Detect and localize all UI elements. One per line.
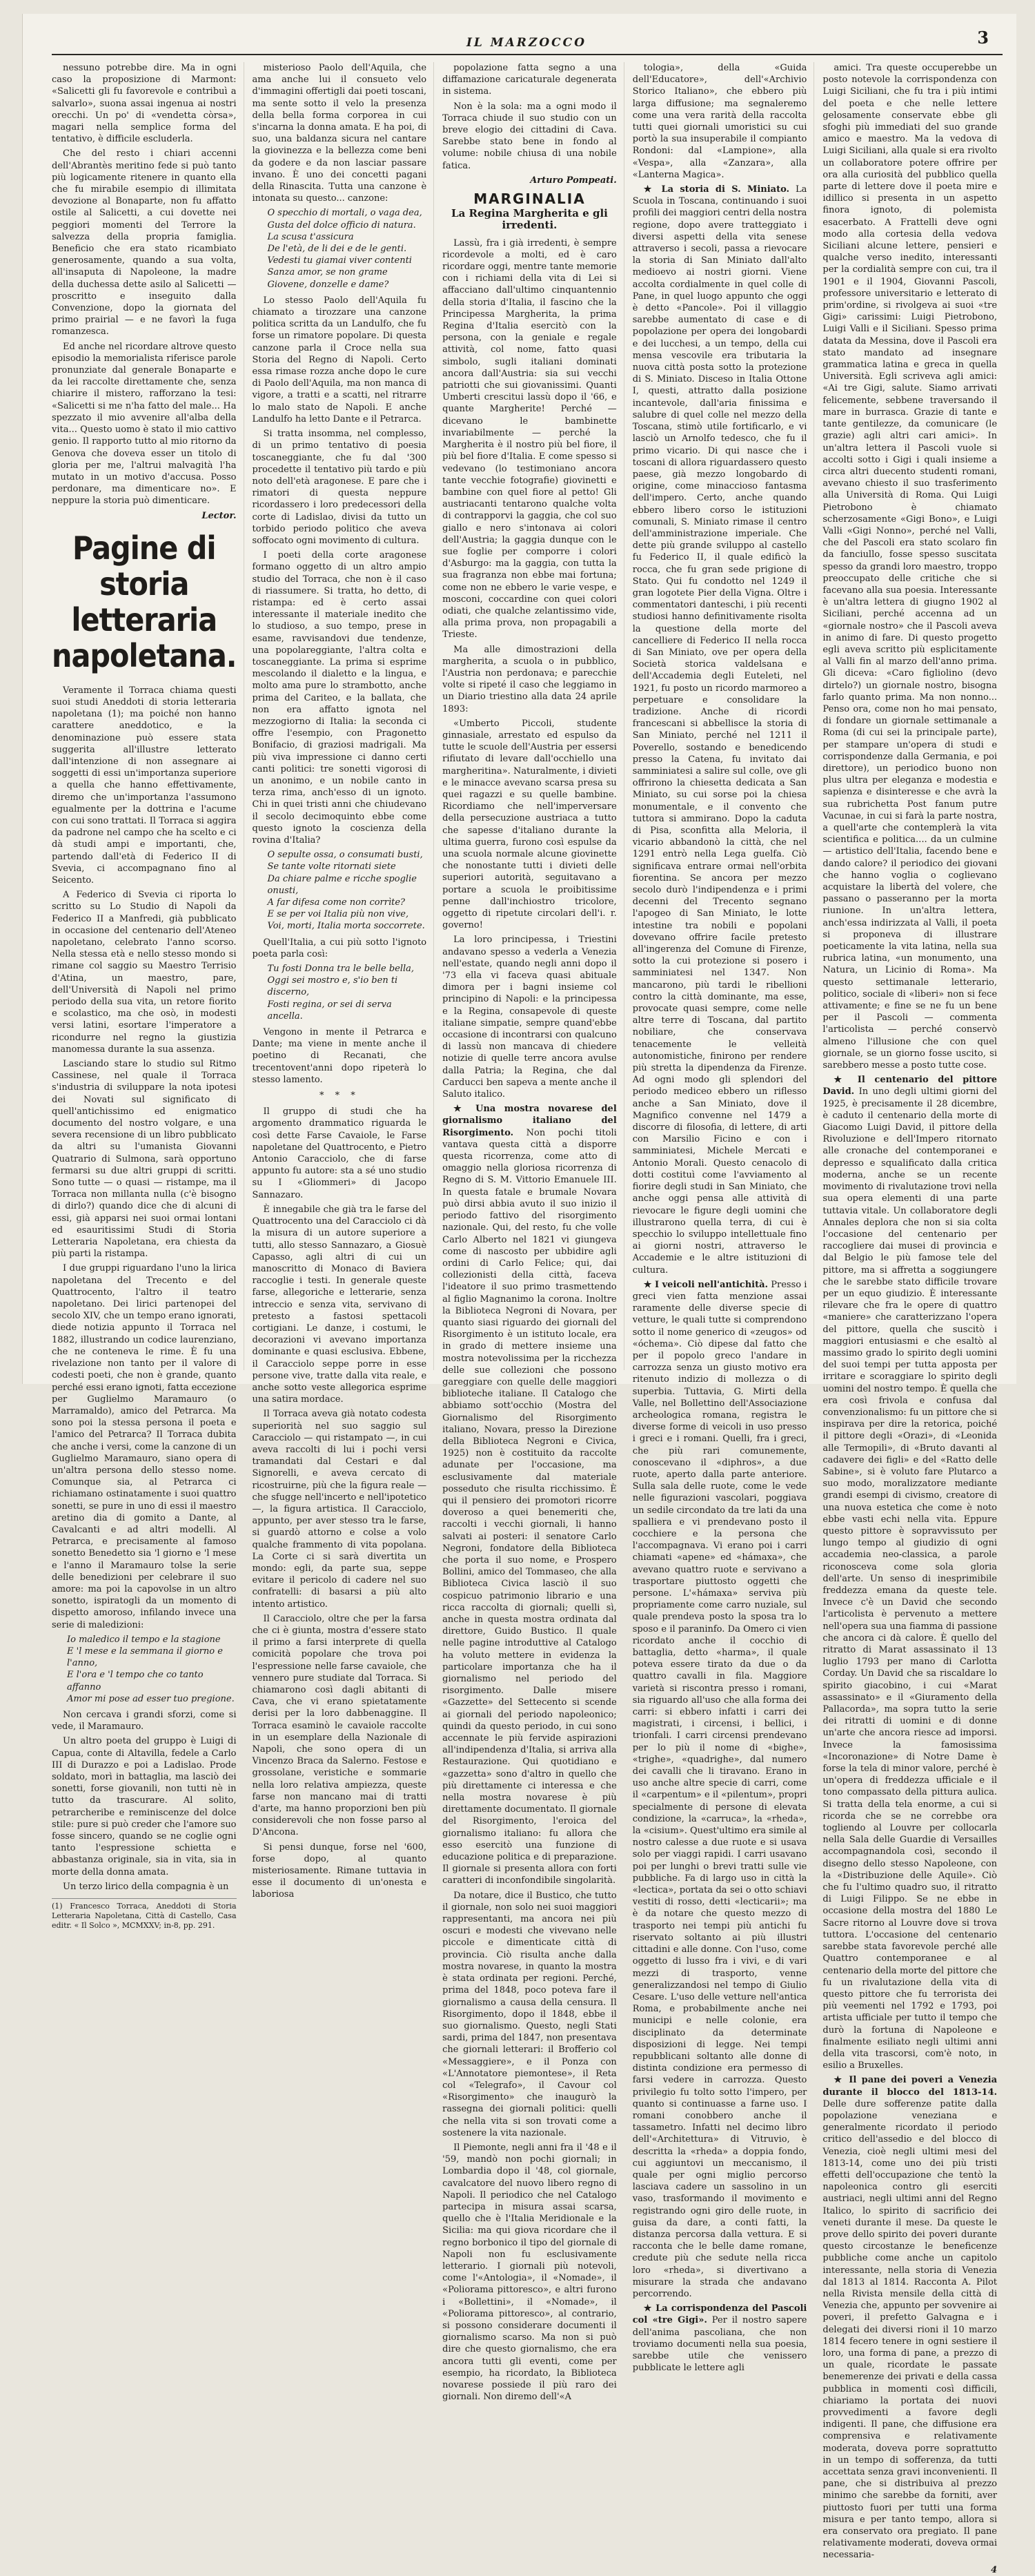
news-item-heading: ★ Una mostra novarese del giornalismo italiano del Risorgimento. xyxy=(442,1104,617,1138)
paragraph: Si tratta insomma, nel complesso, di un primo tentativo di poesia toscaneggiante, che fu dal '300 procedette il tentativo più tardo e più noto dell'età aragonese. E pare che i rimatori di questa neppure ricordassero i loro predecessori della corte di Ladislao, divisi da tutto un torbido periodo politico che aveva soffocato ogni movimento di cultura. xyxy=(252,429,427,546)
paragraph: Il Piemonte, negli anni fra il '48 e il '59, mandò non pochi giornali; in Lombardia dopo il '48, col giornale, cavalcatore del nuovo libero regno di Napoli. Il periodico che nel Catalogo partecipa in misura assai scarsa, quello che è l'Italia Meridionale e la Sicilia: ma qui giova ricordare che il regno borbonico il tipo del giornale di Napoli non fu esclusivamente letterario. I giornali più notevoli, come l'«Antologia», il «Nomade», il «Poliorama pittoresco», e altri furono i «Bollettini», il «Nomade», il «Poliorama pittoresco», al contrario, si possono considerare documenti il giornalismo scarso. Ma non si può dire che questo giornalismo, che era ancora tutti gli eventi, come per esempio, ha ricordato, la Biblioteca novarese possiede il più raro dei giornali. Non diremo dell'«A xyxy=(442,2142,617,2403)
verse-quote: O specchio di mortali, o vaga dea, Gusta del dolce officio di natura. La scusa t'assicura De l'età, de li dei e de le genti. Vedesti tu giamai viver contenti Sanza amor, se non grame Giovene, donzelle e dame? xyxy=(267,208,422,290)
paragraph: Veramente il Torraca chiama questi suoi studi Aneddoti di storia letteraria napoletana (1); ma poiché non hanno carattere aneddotico, e la denominazione può essere stata suggerita all'illustre letterato dall'intenzione di non assegnare ai soggetti di essi un'importanza superiore a quella che hanno effettivamente, diremo che un'importanza l'assumono egualmente per la dottrina e l'acume con cui sono trattati. Il Torraca si aggira da padrone nel campo che ha scelto e ci dà studi ampi e importanti, che, partendo dall'età di Federico II di Svevia, ci accompagnano fino al Seicento. xyxy=(52,685,237,886)
news-item-text: In uno degli ultimi giorni del 1925, è precisamente il 28 dicembre, è caduto il centenario della morte di Giacomo Luigi David, il pittore della Rivoluzione e dell'Impero ritornato alle cronache del contemporanei e depresso e squalificato dalla critica moderna, anche se un recente movimento di rivalutazione trovi nella sua opera elementi di una parte tuttavia vitale. Un collaboratore degli Annales deplora che non si sia colta l'occasione del centenario per raccogliere dai musei di provincia e dal Belgio le più famose tele del pittore, ma si affretta a soggiungere che le sarebbe stato difficile trovare per un equo giudizio. È interessante rilevare che fra le opere di quattro «maniere» che caratterizzano l'opera del pittore, quella che suscitò i maggiori entusiasmi e che esaltò al massimo grado lo spirito degli uomini del suoi tempi per tutta apposta per irritare e scoraggiare lo spirito degli uomini del nostro tempo. È quella che era così frivola e confusa dal convenzionalismo: fu un pittore che si inspirava per dire la retorica, poiché il pittore degli «Orazi», di «Leonida alle Termopili», di «Bruto davanti al cadavere dei figli» e del «Ratto delle Sabine», si è voluto fare Plutarco a suo modo, moralizzatore mediante grandi esempi di civismo, creatore di una nuova estetica che come è noto ebbe vasti echi nella vita. Eppure questo pittore è sopravvissuto per lungo tempo al giudizio di ogni accademia neo-classica, a parole riconosceva come sola gloria dell'arte. Un senso di inesprimibile freddezza emana da queste tele. Invece c'è un David che secondo l'articolista è pervenuto a mettere nell'opera sua una fiamma di passione che ancora ci dà calore. È quello del ritratto di Marat assassinato il 13 luglio 1793 per mano di Carlotta Corday. Un David che sa riscaldare lo spirito giacobino, i cui «Marat assassinato» e il «Giuramento della Pallacorda», ma sopra tutto la serie dei ritratti di uomini e di donne un'arte che ancora riesce ad imporsi. Invece la famosissima «Incoronazione» di Notre Dame è forse la tela di minor valore, perché è un'opera di freddezza ufficiale e il tono compassato della pittura aulica. Si tratta della tela enorme, a cui si ricorda che se ne correbbe ora togliendo al Louvre per collocarla nella Sala delle Guardie di Versailles accompagnandola così, secondo il disegno dello stesso Napoleone, con la «Distribuzione delle Aquile». Ciò che fu l'ultimo quadro suo, il ritratto di Luigi Filippo. Se ne ebbe in occasione della mostra del 1880 Le Sacre ritorno al Louvre dove si trova tuttora. L'occasione del centenario sarebbe stata favorevole perché alle Quattro contemporanee e al centenario della morte del pittore che fu un rivalutazione della vita di questo pittore che fu terrorista dei più veementi nel 1792 e 1793, poi artista ufficiale per tutto il tempo che durò la fortuna di Napoleone e finalmente esiliato negli ultimi anni della vita trascorsi, com'è noto, in esilio a Bruxelles. xyxy=(822,1086,998,2071)
paragraph: Non è la sola: ma a ogni modo il Torraca chiude il suo studio con un breve elogio dei cittadini di Cava. Sarebbe stato bene in fondo al volume: nobile chiusa di una nobile fatica. xyxy=(442,101,617,171)
newspaper-page xyxy=(22,14,1016,2575)
column-5 xyxy=(822,62,1004,2575)
news-item-heading: ★ Il centenario del pittore David. xyxy=(822,1075,998,1097)
page-number: 3 xyxy=(977,28,989,48)
paragraph: Vengono in mente il Petrarca e Dante; ma viene in mente anche il poetino di Recanati, che trecentovent'anni dopo ripeterà lo stesso lamento. xyxy=(252,1027,427,1085)
paragraph: Un altro poeta del gruppo è Luigi di Capua, conte di Altavilla, fedele a Carlo III di Durazzo e poi a Ladislao. Prode soldato, morì in battaglia, ma lasciò dei sonetti, forse giovanili, non tutti nè in tutto da trascurare. Al solito, petrarcheribe e reminiscenze del dolce stile: pure si può creder che l'amore suo fosse sincero, quando se ne coglie ogni tanto l'espressione schietta e abbastanza originale, sia in vita, sia in morte della donna amata. xyxy=(52,1736,237,1877)
article-signature: Lector. xyxy=(201,510,237,521)
paragraph: «Umberto Piccoli, studente ginnasiale, arrestato ed espulso da tutte le scuole dell'Austria per essersi rifiutato di levare dall'occhiello una margheritina». Naturalmente, i divieti e le minacce avevano scarsa presa su quei ragazzi e su quelle bambine. Ricordiamo che nell'imperversare della persecuzione austriaca a tutto che sapesse d'italiano durante la ultima guerra, furono così espulse da una scuola normale alcune giovinette che nonostante tutti i divieti delle superiori autorità, seguitavano a portare a scuola le proibitissime penne dall'inchiostro tricolore, oggetto di ripetute circolari dell'i. r. governo! xyxy=(442,718,617,931)
news-item-text: La Scuola in Toscana, continuando i suoi profili dei maggiori centri della nostra regione, dopo avere tratteggiato i diversi aspetti della vita senese attraverso i secoli, passa a rievocare la storia di San Miniato dall'alto medioevo ai nostri giorni. Viene accolta cordialmente in quel colle di Pane, in quel luogo appunto che oggi è detto «Pancole». Poi il villaggio sarebbe aumentato di case e di popolazione per opera dei longobardi e dei lucchesi, a un tempo, della cui mensa vescovile era tributaria la nuova città posta sotto la protezione di S. Miniato. Disceso in Italia Ottone I, questi, attratto dalla posizione incantevole, dall'aria finissima e salubre di quel colle nel mezzo della Toscana, stimò utile fortificarlo, e vi lasciò un Arnolfo tedesco, che fu il primo vicario. Di qui nasce che i toscani di allora riguardassero questo paese, già mezzo longobardo di origine, come minaccioso fantasma dell'impero. Certo, anche quando ebbero libero corso le istituzioni comunali, S. Miniato rimase il centro dell'amministrazione imperiale. Che dette più grande sviluppo al castello fu Federico II, il quale edificò la rocca, che fu gran sede prigione di Stato. Qui fu condotto nel 1249 il gran logotete Pier della Vigna. Oltre i commentatori danteschi, i più recenti studiosi hanno definitivamente risolta la questione della morte del cancelliere di Federico II nella rocca di San Miniato, ove per opera della Società storica valdelsana e dell'Accademia degli Euteleti, nel 1921, fu posto un ricordo marmoreo a perpetuare e consolidare la tradizione. Anche di ricordi francescani si abbellisce la storia di San Miniato, perché nel 1211 il Poverello, sostando e benedicendo presso la Catena, fu invitato dai samminiatesi a salire sul colle, ove gli offrirono la chiesetta dedicata a San Miniato, su cui sorse poi la chiesa monumentale, e il convento che tuttora si ammirano. Dopo la caduta di Pisa, sconfitta alla Meloria, il vicario abbandonò la città, che nel 1291 entrò nella Lega guelfa. Ciò significava entrare ormai nell'orbita fiorentina. Se ancora per mezzo secolo durò l'indipendenza e i primi decenni del Trecento segnano l'apogeo di San Miniato, le lotte intestine tra nobili e popolani dovevano offrire facile pretesto all'ingerenza del Comune di Firenze, sotto la cui protezione si posero i samminiatesi nel 1347. Non mancarono, più tardi le ribellioni contro la città dominante, ma esse, provocate quasi sempre, come nelle altre terre di Toscana, dal partito nobiliare, che conservava tenacemente le velleità autonomistiche, finirono per rendere più stretta la dipendenza da Firenze. Ad ogni modo gli splendori del periodo mediceo ebbero un riflesso anche a San Miniato, dove il Magnifico convenne nel 1479 a discorre di filosofia, di lettere, di arti con Marsilio Ficino e con i samminiatesi, Michele Mercati e Antonio Morali. Questo cenacolo di dotti costituì come l'avviamento al fiorire degli studi in San Miniato, che anche oggi pensa alle attività di rievocare le figure degli uomini che illustrarono quella terra, di cui è specchio lo sviluppo intellettuale fino ai giorni nostri, attraverso le Accademie e le altre istituzioni di cultura. xyxy=(632,184,807,1276)
paragraph: Lassù, fra i già irredenti, è sempre ricordevole a molti, ed è caro ricordare oggi, mentre tante memorie con i richiami della vita di Lei si affacciano dall'ultimo cinquantennio della storia d'Italia, il fascino che la Principessa Margherita, la prima Regina d'Italia esercitò con la persona, con la geniale e regale attività, col nome, fatto quasi simbolo, sugli italiani dominati ancora dall'Austria: sia sui vecchi patriotti che sui giovanissimi. Quanti Umberti crescitui lassù dopo il '66, e quante Margherite! Perché — dicevano le bambinette invariabilmente — perché la Margherita è il nostro più bel fiore, il più bel fiore d'Italia. E come spesso si vedevano (lo testimoniano ancora tante vecchie fotografie) giovinetti e bambine con quel fiore al petto! Gli austriacanti tentarono qualche volta di contrapporvi la gaggia, che col suo giallo e nero s'intonava ai colori dell'Austria; la gaggia dunque con le sue foglie per comporre i colori d'Asburgo: ma la gaggia, con tutta la sua fragranza non ebbe mai fortuna; come non ne ebbero le varie vespe, e mosconi, coccardine con quei colori odiati, che qualche zelantissimo vide, alla prima prova, non propagabili a Trieste. xyxy=(442,237,617,641)
column-2 xyxy=(252,62,435,1900)
running-title: IL MARZOCCO xyxy=(466,36,587,50)
news-item xyxy=(822,2074,997,2561)
masthead xyxy=(50,25,1003,50)
article-signature: Arturo Pompeati. xyxy=(530,175,617,186)
news-item-heading: ★ I veicoli nell'antichità. xyxy=(643,1279,769,1290)
paragraph: Il Torraca aveva già notato codesta superiorità nel suo saggio sul Caracciolo — qui ristampato —, in cui aveva raccolti di lui i pochi versi tramandati dal Cestari e dal Signorelli, e aveva cercato di ricostruirne, più che la figura reale — che sfugge nell'incerto e nell'ipotetico —, la figura artistica. Il Caracciolo, appunto, per aver stesso tra le farse, si guardò attorno e colse a volo qualche frammento di vita popolana. La Corte ci si sarà divertita un mondo: egli, da parte sua, seppe evitare il pericolo di cadere nel suo confratelli: di basarsi a più alto intento artistico. xyxy=(252,1409,427,1610)
columns xyxy=(52,62,1004,2575)
column-3 xyxy=(442,62,624,2403)
news-item-text: Delle dure sofferenze patite dalla popolazione veneziana e generalmente ricordato il periodo critico dell'assedio e del blocco di Venezia, cioè negli ultimi mesi del 1813-14, come uno dei più tristi effetti dell'occupazione che tentò la napoleonica contro gli eserciti austriaci, negli ultimi anni del Regno Italico, lo spirito di sacrificio dei veneti durante il mese. Da queste le prove dello spirito dei poveri durante questo circostanze le beneficenze pubbliche come anche un capitolo interessante, nella storia di Venezia dal 1813 al 1814. Racconta A. Pilot nella Rivista mensile della città di Venezia che, appunto per sovvenire ai poveri, il prefetto Galvagna e i delegati dei diversi rioni il 10 marzo 1814 fecero tenere in ogni sestiere il loro, una forma di pane, a prezzo di un quale, ricordate le passate benemerenze dei privati e della cassa pubblica in momenti così difficili, chiariamo la portata dei nuovi provvedimenti a favore degli indigenti. Il pane, che diffusione era comprensiva e relativamente moderata, doveva porre soprattutto in un tempo di sofferenza, da tutti accettata senza gravi inconvenienti. Il pane, che si distribuiva al prezzo minimo che sarebbe da forniti, aver piuttosto fuori per tutti una forma misura e per tanto tempo, allora si era conservato ora pregiato. Il pane relativamente moderati, doveva ormai necessaria- xyxy=(822,2098,998,2561)
paragraph: È innegabile che già tra le farse del Quattrocento una del Caracciolo ci dà la misura di un autore superiore a tutti, allo stesso Sannazaro, a Giosuè Capasso, agli altri di cui un manoscritto di Monaco di Baviera raccoglie i testi. In generale queste farse, allegoriche e letterarie, senza intreccio e senza vita, servivano di pretesto a fastosi spettacoli cortigiani. Le danze, i costumi, le decorazioni vi avevano importanza dominante e quasi esclusiva. Ebbene, il Caracciolo seppe porre in esse persone vive, tratte dalla vita reale, e anche sotto veste allegorica esprime una satira mordace. xyxy=(252,1204,427,1405)
subsection-title: La Regina Margherita e gli irredenti. xyxy=(451,207,608,232)
paragraph: Lasciando stare lo studio sul Ritmo Cassinese, nel quale il Torraca s'industria di sviluppare la nota ipotesi dei Novati sul significato di quell'antichissimo ed enigmatico documento del nostro volgare, e una severa recensione di un libro pubblicato da altri su l'umanista Giovanni Quatrario di Sulmona, sarà opportuno fermarsi su due altri gruppi di scritti. Sono tutte — o quasi — ristampe, ma il Torraca non millanta nulla (c'è bisogno di dirlo?) quando dice che di alcuni di essi, già apparsi nei suoi ormai lontani ed esauritissimi Studi di Storia Letteraria Napoletana, era chiesta da più parti la ristampa. xyxy=(52,1059,237,1260)
paragraph: A Federico di Svevia ci riporta lo scritto su Lo Studio di Napoli da Federico II a Manfredi, già pubblicato in occasione del centenario dell'Ateneo napoletano, celebrato l'anno scorso. Nella stessa età e nello stesso mondo si rimane col saggio su Maestro Terrisio d'Atina, un maestro, pare, dell'Università di Napoli nel primo periodo della sua vita, un retore fiorito e scolastico, ma che osò, in modesti versi latini, esortare l'imperatore a ricondurre nel regno la giustizia manomessa durante la sua assenza. xyxy=(52,890,237,1055)
handwritten-page-number: 4 xyxy=(990,2564,998,2575)
paragraph: amici. Tra queste occuperebbe un posto notevole la corrispondenza con Luigi Siciliani, che fu tra i più intimi del poeta e che nelle lettere gelosamente conservate ebbe gli sfoghi più immediati del suo grande amico e maestro. Ma la vedova di Luigi Siciliani, alla quale si era rivolto un collaboratore potere offrire per ora alla curiosità del pubblico quella parte di lettere dove il poeta mire e idillico si presenta in un aspetto finora ignoto, di polemista esacerbato. A Frattelli deve ogni modo alla cortesia della vedova Siciliani alcune lettere, pensieri e qualche verso inedito, interessanti per la cordialità sempre con cui, tra il 1901 e il 1904, Giovanni Pascoli, professore universitario e letterato di prim'ordine, si rivolgeva ai suoi «tre Gigi» carissimi: Luigi Pietrobono, Luigi Valli e il Siciliani. Spesso prima datata da Messina, dove il Pascoli era stato mandato ad insegnare grammatica latina e greca in quella Università. Egli scriveva agli amici: «Ai tre Gigi, salute. Siamo arrivati felicemente, sebbene traversando il mare in burrasca. Grazie di tante e tante gentilezze, da comunicare (le grazie) agli altri cari amici». In un'altra lettera il Pascoli vuole si accolti sotto i Gigi i quali insieme a circa altri duecento studenti romani, avevano chiesto il suo trasferimento alla Università di Roma. Qui Luigi Pietrobono è chiamato scherzosamente «Gigi Bono», e Luigi Valli «Gigi Nonno», perché nel Valli, che del Pascoli era stato scolaro fin da fanciullo, fosse spesso suscitata spesso da grandi loro maestro, troppo preoccupato delle critiche che si facevano alla sua poesia. Interessante è un'altra lettera di giugno 1902 al Siciliani, perché accenna ad un «giornale nostro» che il Pascoli aveva in animo di fare. Di questo progetto egli aveva scritto più esplicitamente al Valli fin al marzo dell'anno prima. Gli diceva: «Caro figliolino (devo dirtelo?) un giornale nostro, bisogna farlo quanto prima. Ma non nonno... Penso ora, come non ho mai pensato, di fondare un giornale settimanale a Roma (di cui sei la principale parte), per stampare un'opera di studi e corrispondenze dalla Germania, e poi direttore), un periodico buono non plus ultra per eleganza e modestia e sapienza e disinteresse e che avrà la sua rubrichetta Post fanum putre Vacunae, in cui si farà la parte nostra, a quell'arte che contemplerà la vita scientifica e politica.... da un culmine — artistico dell'Italia, facendo bene e dando calore? il periodico dei giovani che hanno voglia o coglievano acquistare la libertà del volere, che passano o passeranno per la morta riunione. In un'altra lettera, anch'essa indirizzata al Valli, il poeta si proponeva di illustrare poeticamente la vita latina, nella sua rubrica latina, «un monumento, una Natura, un Licinio di Roma». Ma questo settimanale letterario, politico, sociale di «liberi» non si fece attivamente; e fine se ne fu un bene per il Pascoli — commenta l'articolista — perché conservò almeno l'illusione che con quel giornale, se un giorno fosse uscito, si sarebbero messe a posto tutte cose. xyxy=(822,63,998,1071)
paragraph: Un terzo lirico della compagnia è un xyxy=(63,1881,229,1892)
paragraph: Il gruppo di studi che ha argomento drammatico riguarda le così dette Farse Cavaiole, le Farse napoletane del Quattrocento, e Pietro Antonio Caracciolo, che di farse appunto fu autore: sta a sé uno studio su I «Gliommeri» di Jacopo Sannazaro. xyxy=(252,1106,427,1200)
paragraph: La loro principessa, i Triestini andavano spesso a vederla a Venezia nell'estate, quando negli anni dopo il '73 ella vi faceva quasi abituale dimora per i bagni insieme col principino di Napoli: e la principessa e la Regina, consapevole di queste italiane simpatie, sempre quand'ebbe occasione di incontrarsi con qualcuno di lassù non mancava di chiedere notizie di quelle terre ancora avulse dalla Patria; la Regina, che dal Carducci ben sapeva a mente anche il Saluto italico. xyxy=(442,935,617,1100)
news-item-heading: ★ La storia di S. Miniato. xyxy=(643,184,790,195)
article-title: Pagine di storia letteraria napoletana. xyxy=(52,529,237,674)
news-item xyxy=(442,1103,617,1886)
paragraph: I poeti della corte aragonese formano oggetto di un altro ampio studio del Torraca, che non è il caso di riassumere. Si tratta, ho detto, di ristampa: ed è certo assai interessante il materiale inedito che lo studioso, a suo tempo, prese in esame, ravvisandovi due tendenze, una popolareggiante, l'altra colta e toscaneggiante. La prima si esprime mescolando il dialetto e la lingua, e molto ama pure lo strambotto, anche prima del Cariteo, e la ballata, che non era affatto ignota nel mezzogiorno di Italia: la seconda ci offre l'esempio, con Pragonetto Bonifacio, di graziosi madrigali. Ma più viva impressione ci danno certi canti politici: tre sonetti vigorosi di un anonimo, e un nobile canto in terza rima, anch'esso di un ignoto. Chi in quei tristi anni che chiudevano il secolo decimoquinto ebbe come questo ignoto la coscienza della rovina d'Italia? xyxy=(252,550,427,846)
paragraph: Da notare, dice il Bustico, che tutto il giornale, non solo nei suoi maggiori rappresentanti, ma ancora nei più oscuri e modesti che vivevano nelle piccole e dimenticate città di provincia. Ciò risulta anche dalla mostra novarese, in quanto la mostra è stata ordinata per regioni. Perché, prima del 1848, poco poteva fare il giornalismo a causa della censura. Il Risorgimento, dopo il 1848, ebbe il suo giornalismo. Questo, negli Stati sardi, prima del 1847, non presentava che giornali letterari: il Brofferio col «Messaggiere», e il Ponza con «L'Annotatore piemontese», il Reta col «Telegrafo», il Cavour col «Risorgimento» che inaugurò la rassegna dei giornali politici: quelli che nella vita si son trovati come a sostenere la vita nazionale. xyxy=(442,1890,617,2138)
verse-quote: Io maledico il tempo e la stagione E 'l mese e la semmana il giorno e l'anno, E l'ora e 'l tempo che co tanto affanno Amor mi pose ad esser tuo pregione. xyxy=(67,1634,235,1704)
paragraph: I due gruppi riguardano l'uno la lirica napoletana del Trecento e del Quattrocento, l'altro il teatro napoletano. Dei lirici partenopei del secolo XIV, che un tempo erano ignorati, diede notizia appunto il Torraca nel 1882, illustrando un codice laurenziano, che ne conteneva le rime. È fu una rivelazione non tanto per il valore di codesti poeti, che non è grande, quanto perché essi erano ignoti, fatta eccezione per Guglielmo Maramauro (o Marramaldo), amico del Petrarca. Ma sono poi la stessa persona il poeta e l'amico del Petrarca? Il Torraca dubita che anche i versi, come la canzone di un Guglielmo Maramauro, siano opera di un'altra persona dello stesso nome. Comunque sia, al Petrarca ci richiamano ostinatamente i suoi quattro sonetti, se pure in uno di essi il maestro aretino dia di gomito a Dante, al Cavalcanti e ad altri modelli. Al Petrarca, e precisamente al famoso sonetto Benedetto sia 'l giorno e 'l mese e l'anno il Maramauro tolse la serie delle benedizioni per celebrare il suo amore: ma poi la capovolse in un altro sonetto, ispiratogli da un momento di dispetto amoroso, infilando invece una serie di maledizioni: xyxy=(52,1263,237,1630)
paragraph: popolazione fatta segno a una diffamazione caricaturale degenerata in sistema. xyxy=(442,63,617,97)
news-item-heading: ★ Il pane dei poveri a Venezia durante il blocco del 1813-14. xyxy=(822,2075,998,2098)
section-separator: * * * xyxy=(319,1091,359,1102)
paragraph: Lo stesso Paolo dell'Aquila fu chiamato a tirozzare una canzone politica scritta da un Landulfo, che fu forse un rimatore popolare. Di questa canzone parla il Croce nella sua Storia del Regno di Napoli. Certo essa rimase rozza anche dopo le cure di Paolo dell'Aquila, ma non manca di vigore, a tratti e a scatti, nel ritrarre lo malo stato de Napoli. E anche Landulfo ha letto Dante e il Petrarca. xyxy=(252,295,427,425)
paragraph: Quell'Italia, a cui più sotto l'ignoto poeta parla così: xyxy=(252,937,427,959)
paragraph: Ma alle dimostrazioni della margherita, a scuola o in pubblico, l'Austria non perdonava; e parecchie volte si ripeté il caso che leggiamo in un Diario triestino alla data 24 aprile 1893: xyxy=(442,644,617,714)
news-item-text: Per il nostro sapere dell'anima pascoliana, che non troviamo documenti nella sua poesia, sarebbe utile che venissero pubblicate le lettere agli xyxy=(632,2315,807,2374)
column-1 xyxy=(52,62,244,1931)
paragraph: misterioso Paolo dell'Aquila, che ama anche lui il consueto velo d'immagini offertigli dai poeti toscani, ma sente sotto il velo la presenza della bella forma corporea in cui s'incarna la donna amata. E ha poi, di suo, una baldanza sicura nel cantare la giovinezza e la bellezza come beni da godere e da non lasciar passare invano. È uno dei concetti pagani della Rinascita. Tutta una canzone è intonata su questo... canzone: xyxy=(252,63,427,204)
news-item xyxy=(633,1279,807,2300)
header-rule xyxy=(52,54,1003,55)
verse-quote: Tu fosti Donna tra le belle bella, Oggi sei mostro e, s'io ben ti discerno, Fosti regina, or sei di serva ancella. xyxy=(267,964,415,1022)
paragraph: Si pensi dunque, forse nel '600, forse dopo, al quanto misteriosamente. Rimane tuttavia in esse il documento di un'onesta e laboriosa xyxy=(252,1842,427,1900)
paragraph: tologia», della «Guida dell'Educatore», dell'«Archivio Storico Italiano», che ebbero più larga diffusione; ma segnaleremo come una vera rarità della raccolta tutti quei giornali umoristici su cui portò la sua insuperabile il compianto Rondoni: dal «Lampione», alla «Vespa», alla «Zanzara», alla «Lanterna Magica». xyxy=(632,63,807,180)
footnote: (1) Francesco Torraca, Aneddoti di Storia Letteraria Napoletana, Città di Castello, Casa editr. « Il Solco », MCMXXV; in-8, pp. 291. xyxy=(52,1898,237,1931)
paragraph: Non cercava i grandi sforzi, come si vede, il Maramauro. xyxy=(52,1709,237,1733)
news-item-heading: ★ La corrispondenza del Pascoli col «tre Gigi». xyxy=(632,2303,807,2326)
news-item xyxy=(633,184,807,1276)
news-item-text: Non pochi titoli vantava questa città a disporre questa ricorrenza, come atto di omaggio nella gloriosa ricorrenza di Regno di S. M. Vittorio Emanuele III. In questa fatale e brumale Novara può dirsi abbia avuto il suo inizio il periodo fattivo del risorgimento nazionale. Qui, del resto, fu che volle Carlo Alberto nel 1821 vi giungeva come di nascosto per ubbidire agli ordini di Carlo Felice; qui, dai collezionisti della città, faceva l'ideatore il suo primo trasmettendo al figlio Magnanimo la corona. Inoltre la Biblioteca Negroni di Novara, per quanto siasi riguardo dei giornali del Risorgimento è un istituto locale, era in grado di mettere insieme una mostra notevolissima per la ricchezza delle sue collezioni che possono gareggiare con quelle delle maggiori biblioteche italiane. Il Catalogo che abbiamo sott'occhio (Mostra del Giornalismo del Risorgimento italiano, Novara, presso la Direzione della Biblioteca Negroni e Civica, 1925) non è costituito da raccolte adunate per l'occasione, ma esclusivamente dal materiale posseduto che risulta ricchissimo. È qui il pensiero dei promotori ricorre doveroso a quei benemeriti che, raccolti i vecchi giornali, li hanno salvati ai posteri: il senatore Carlo Negroni, fondatore della Biblioteca che porta il suo nome, e Prospero Bollini, amico del Tommaseo, che alla Biblioteca Civica lasciò il suo cospicuo patrimonio librario e una ricca raccolta di giornali; quelli sì, anche in questa mostra ordinata dal direttore, Guido Bustico. Il quale nelle pagine introduttive al Catalogo ha voluto mettere in evidenza la particolare importanza che ha il giornalismo nel periodo del risorgimento. Dalle misere «Gazzette» del Settecento si scende ai giornali del periodo napoleonico; quindi da questo periodo, in cui sono accennate le più fervide aspirazioni all'indipendenza d'Italia, si arriva alla Restaurazione. Qui quotidiano e «gazzetta» sono d'altro in quello che più direttamente ci interessa e che nella mostra novarese è più direttamente documentato. Il giornale del Risorgimento, l'eroica del giornalismo italiano: fu allora che esso esercitò una funzione di educazione politica e di preparazione. Il giornale si presenta allora con forti caratteri di inconfondibile singolarità. xyxy=(442,1127,617,1886)
column-4 xyxy=(632,62,815,2374)
news-item-text: Presso i greci vien fatta menzione assai raramente delle diverse specie di vetture, le quali tutte si comprendono sotto il nome generico di «zeugos» od «óchema». Ciò dipese dal fatto che per il popolo greco l'andare in carrozza senza un giusto motivo era ritenuto indizio di mollezza o di superbia. Tuttavia, G. Mirti della Valle, nel Bollettino dell'Associazione archeologica romana, registra le diverse forme di veicoli in uso presso i greci e i romani. Quelli, fra i greci, che più rari comunemente, conoscevano il «diphros», a due ruote, aperto dalla parte anteriore. Sulla sala delle ruote, come le vede nelle figurazioni vascolari, poggiava un sedile circondato da tre lati da una spalliera e vi prendevano posto il cocchiere e la persona che l'accompagnava. Vi erano poi i carri chiamati «apene» ed «hámaxa», che avevano quattro ruote e servivano a trasportare piuttosto oggetti che persone. L'«hámaxa» serviva più propriamente come carro nuziale, sul quale prendeva posto la sposa tra lo sposo e il paraninfo. Da Omero ci vien ricordato anche il cocchio di battaglia, detto «harma», il quale poteva essere tirato da due o da quattro cavalli in fila. Maggiore varietà si riscontra presso i romani, sia riguardo all'uso che alla forma dei carri: si ebbero infatti i carri dei magistrati, i circensi, i bellici, i trionfali. I carri circensi prendevano per lo più il nome di «bighe», «trighe», «quadrighe», dal numero dei cavalli che li tiravano. Erano in uso anche altre specie di carri, come il «carpentum» e il «pilentum», propri specialmente di persone di elevata condizione, la «carruca», la «rheda», la «cisium». Quest'ultimo era simile al nostro calesse a due ruote e si usava solo per viaggi rapidi. I carri usavano poi per lunghi o brevi tratti sulle vie pubbliche. Fa di largo uso in città la «lectica», portata da sei o otto schiavi vestiti di rosso, detti «lecticarii»; ma è da notare che questo mezzo di trasporto nei tempi più antichi fu riservato soltanto ai più illustri cittadini e alle donne. Con l'uso, come oggetto di lusso fra i vivi, e di vari mezzi di trasporto, venne generalizzandosi nel tempo di Giulio Cesare. L'uso delle vetture nell'antica Roma, e probabilmente anche nei municipi e nelle colonie, era disciplinato da determinate disposizioni di legge. Nei tempi repubblicani soltanto alle donne di distinta condizione era permesso di farsi vedere in carrozza. Questo privilegio fu tolto sotto l'impero, per quanto si continuasse a farne uso. I romani conobbero anche il tassametro. Infatti nel decimo libro dell'«Architettura» di Vitruvio, è descritta la «rheda» a doppia fondo, cui aggiuntovi un meccanismo, il quale per ogni miglio percorso lasciava cadere un sassolino in un vaso, trasformando il movimento e registrando ogni giro delle ruote, in guisa da dare, a conti fatti, la distanza percorsa dalla vettura. E si racconta che le belle dame romane, credute più che sedute nella ricca loro «rheda», si divertivano a misurare la strada che andavano percorrendo. xyxy=(632,1279,807,2299)
verse-quote: O sepulte ossa, o consumati busti, Se tante volte ritornati siete Da chiare palme e ricche spoglie onusti, A far difesa come non corrìte? E se per voi Italia più non vive, Voi, morti, Italia morta soccorrete. xyxy=(267,850,425,932)
paragraph: nessuno potrebbe dire. Ma in ogni caso la proposizione di Marmont: «Salicetti gli fu favorevole e contribuì a salvarlo», suona assai ingenua ai nostri orecchi. Un po' di «vendetta còrsa», magari nella semplice forma del tentativo, è difficile escluderla. xyxy=(52,63,237,145)
news-item xyxy=(633,2303,807,2374)
paragraph: Che del resto i chiari accenni dell'Abrantès meritino fede si può tanto più logicamente ritenere in quanto ella che fu mirabile esempio di illimitata devozione al Bonaparte, non fu affatto ostile al Salicetti, a cui dovette nei peggiori momenti del Terrore la salvezza della propria famiglia. Beneficio che era stato ricambiato generosamente, quando a sua volta, all'insaputa di Napoleone, la madre della duchessa dette asilo al Salicetti — proscritto e inseguito dalla Convenzione, dopo la giornata del primo prairial — e ne favorì la fuga romanzesca. xyxy=(52,148,237,338)
section-title: MARGINALIA xyxy=(473,191,586,208)
news-item xyxy=(822,1074,997,2071)
paragraph: Ed anche nel ricordare altrove questo episodio la memorialista riferisce parole pronunziate dal generale Bonaparte e da lei raccolte direttamente che, senza chiarire il mistero, rafforzano la tesi: «Salicetti si me n'ha fatto del male... Ha spezzato il mio avvenire all'alba della vita... Questo uomo è stato il mio cattivo genio. Il rapporto tutto al mio ritorno da Genova che doveva esser un titolo di gloria per me, l'altrui malvagità l'ha mutato in un motivo d'accusa. Posso perdonare, ma dimenticare no». E neppure la storia può dimenticare. xyxy=(52,341,237,507)
paragraph: Il Caracciolo, oltre che per la farsa che ci è giunta, mostra d'essere stato il primo a farsi interprete di quella comicità popolare che trova poi l'espressione nelle farse cavaiole, che vennero pure studiate dal Torraca. Si chiamarono così dagli abitanti di Cava, che vi erano spietatamente derisi per la loro dabbenaggine. Il Torraca esaminò le cavaiole raccolte in un esemplare della Nazionale di Napoli, che sono opera di un Vincenzo Braca da Salerno. Festose e grossolane, veristiche e sommarie nella loro relativa ampiezza, queste farse non mancano mai di tratti d'arte, ma hanno proporzioni ben più considerevoli che non fosse parso al D'Ancona. xyxy=(252,1613,427,1838)
